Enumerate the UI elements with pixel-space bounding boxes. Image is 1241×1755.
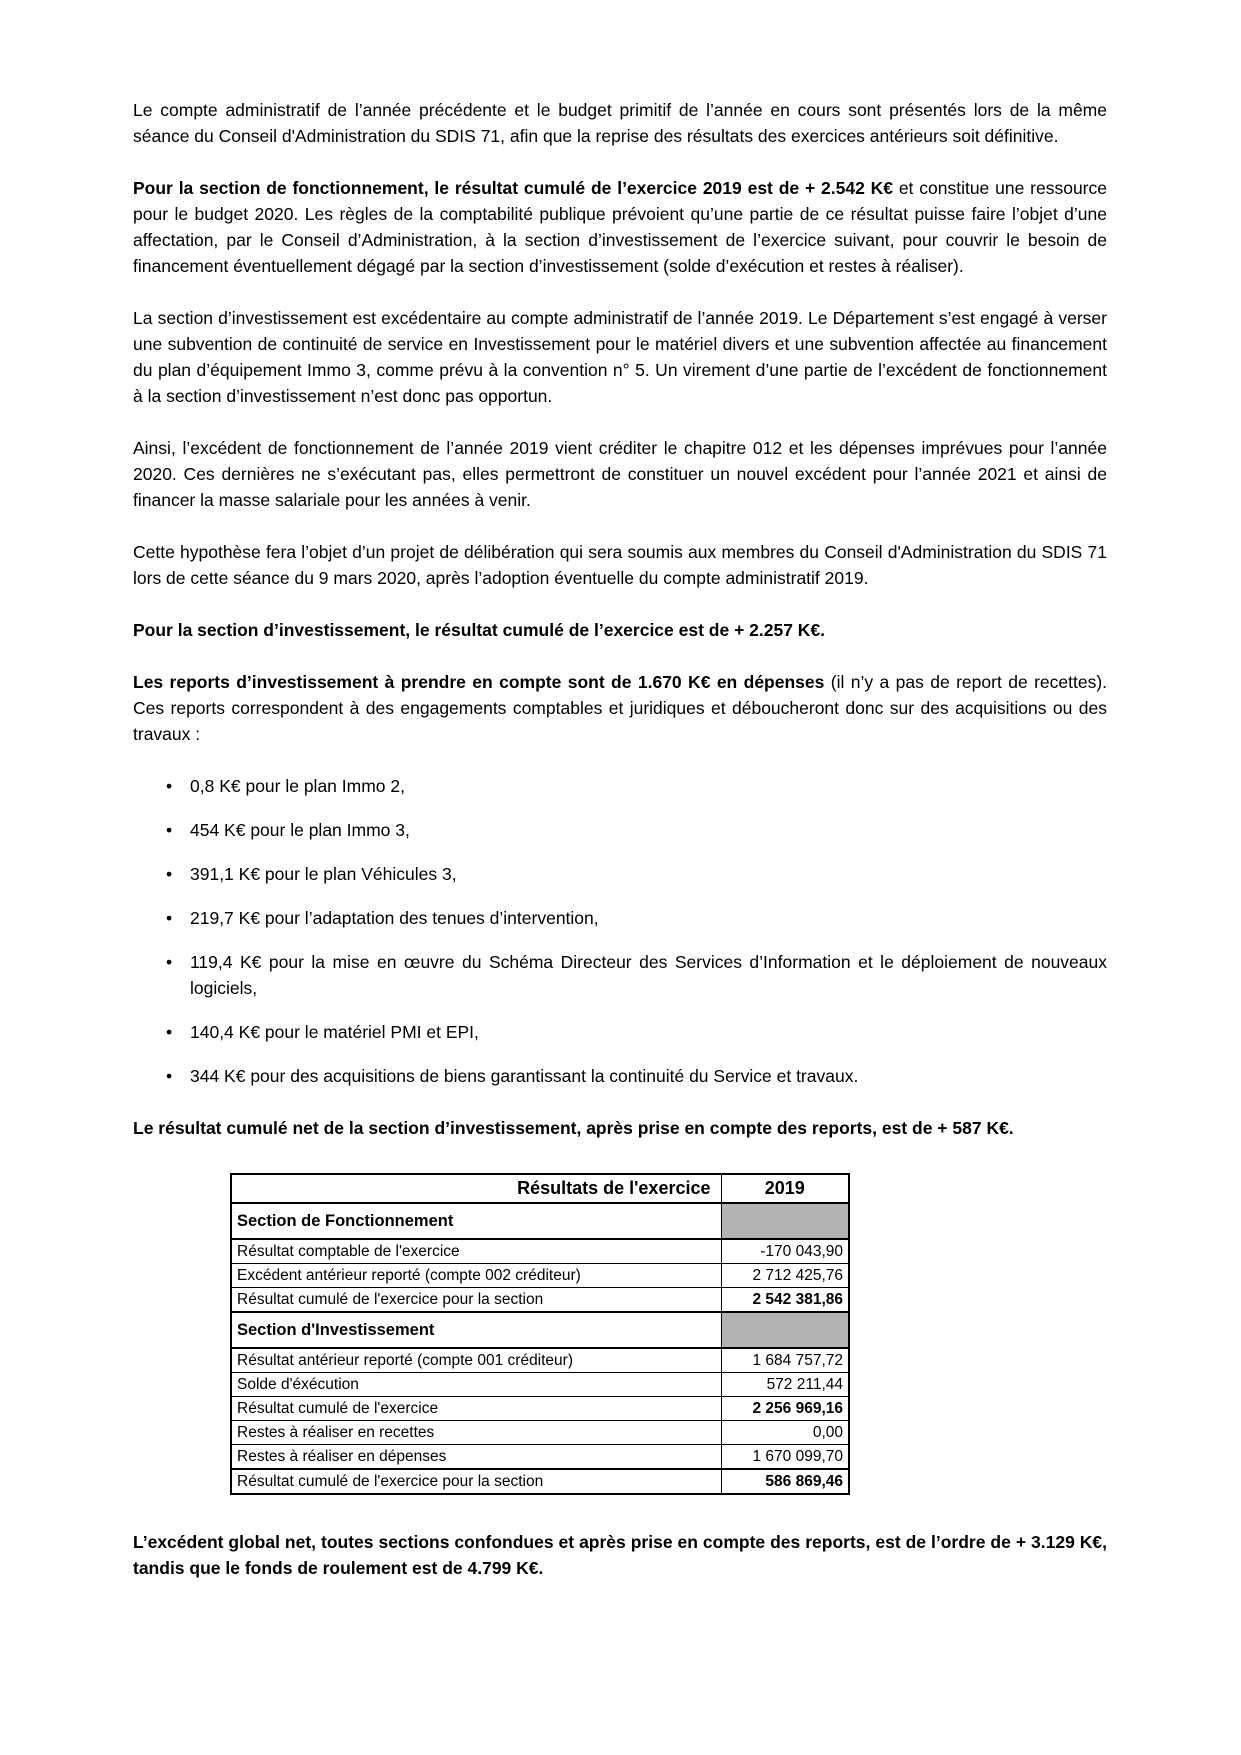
row-label: Solde d'éxécution [231, 1373, 721, 1397]
section-empty-cell [721, 1203, 849, 1239]
paragraph-hypothese [133, 539, 1107, 591]
bullet-item: • 140,4 K€ pour le matériel PMI et EPI, [190, 1019, 1107, 1045]
row-label: Résultat cumulé de l'exercice pour la section [231, 1288, 721, 1313]
row-value: 586 869,46 [721, 1469, 849, 1494]
section-label: Section de Fonctionnement [231, 1203, 721, 1239]
row-value: 1 670 099,70 [721, 1445, 849, 1470]
paragraph-bold-lead: Pour la section de fonctionnement, le résultat cumulé de l’exercice 2019 est de + 2.542 K€ [133, 178, 893, 198]
bullet-item: • 119,4 K€ pour la mise en œuvre du Schéma Directeur des Services d’Information et le déploiement de nouveaux logiciels, [190, 949, 1107, 1001]
row-label: Restes à réaliser en dépenses [231, 1445, 721, 1470]
table-row [231, 1348, 849, 1373]
results-table [230, 1173, 850, 1495]
table-row [231, 1421, 849, 1445]
row-value: 2 256 969,16 [721, 1397, 849, 1421]
row-label: Résultat comptable de l'exercice [231, 1239, 721, 1264]
row-value: 572 211,44 [721, 1373, 849, 1397]
row-label: Résultat cumulé de l'exercice pour la section [231, 1469, 721, 1494]
row-label: Résultat cumulé de l'exercice [231, 1397, 721, 1421]
table-row [231, 1397, 849, 1421]
table-row [231, 1239, 849, 1264]
paragraph-bold-lead: Les reports d’investissement à prendre en compte sont de 1.670 K€ en dépenses [133, 672, 825, 692]
results-table-container [230, 1173, 1107, 1495]
table-header-row [231, 1174, 849, 1203]
paragraph-fonctionnement [133, 175, 1107, 279]
section-label: Section d'Investissement [231, 1312, 721, 1348]
paragraph-text: Pour la section d’investissement, le résultat cumulé de l’exercice est de + 2.257 K€. [133, 620, 826, 640]
bullet-item: • 0,8 K€ pour le plan Immo 2, [190, 773, 1107, 799]
paragraph-text: Le compte administratif de l’année précédente et le budget primitif de l’année en cours sont présentés lors de la même séance du Conseil d'Administration du SDIS 71, afin que la reprise des résultats des exercices antérieurs soit définitive. [133, 100, 1107, 146]
paragraph-excedent-global [133, 1529, 1107, 1581]
paragraph-text: (il n’y a pas de report de recettes). Ces reports correspondent à des engagements comptables et juridiques et déboucheront donc sur des acquisitions ou des travaux : [133, 672, 1108, 744]
table-row [231, 1445, 849, 1470]
row-value: 1 684 757,72 [721, 1348, 849, 1373]
table-row [231, 1264, 849, 1288]
row-label: Restes à réaliser en recettes [231, 1421, 721, 1445]
paragraph-text: Ainsi, l’excédent de fonctionnement de l’année 2019 vient créditer le chapitre 012 et les dépenses imprévues pour l’année 2020. Ces dernières ne s’exécutant pas, elles permettront de constituer un nouvel excédent pour l’année 2021 et ainsi de financer la masse salariale pour les années à venir. [133, 438, 1107, 510]
paragraph-reports [133, 669, 1107, 747]
row-label: Excédent antérieur reporté (compte 002 créditeur) [231, 1264, 721, 1288]
row-value: 2 712 425,76 [721, 1264, 849, 1288]
table-title: Résultats de l'exercice [231, 1174, 721, 1203]
paragraph-intro [133, 97, 1107, 149]
bullet-item: • 391,1 K€ pour le plan Véhicules 3, [190, 861, 1107, 887]
paragraph-resultat-investissement [133, 617, 1107, 643]
paragraph-text: La section d’investissement est excédentaire au compte administratif de l’année 2019. Le Département s’est engagé à verser une subvention de continuité de service en Investissement pour le matériel divers et une subvention affectée au financement du plan d’équipement Immo 3, comme prévu à la convention n° 5. Un virement d’une partie de l’excédent de fonctionnement à la section d’investissement n’est donc pas opportun. [133, 308, 1107, 406]
paragraph-text: Cette hypothèse fera l’objet d’un projet de délibération qui sera soumis aux membres du Conseil d'Administration du SDIS 71 lors de cette séance du 9 mars 2020, après l’adoption éventuelle du compte administratif 2019. [133, 542, 1107, 588]
section-row-fonctionnement [231, 1203, 849, 1239]
row-value: 0,00 [721, 1421, 849, 1445]
bullet-list [133, 773, 1107, 1089]
bullet-item: • 219,7 K€ pour l’adaptation des tenues d’intervention, [190, 905, 1107, 931]
section-row-investissement [231, 1312, 849, 1348]
table-row [231, 1288, 849, 1313]
bullet-item: • 454 K€ pour le plan Immo 3, [190, 817, 1107, 843]
paragraph-resultat-net [133, 1115, 1107, 1141]
paragraph-text: Le résultat cumulé net de la section d’investissement, après prise en compte des reports, est de + 587 K€. [133, 1118, 1014, 1138]
table-row-total [231, 1469, 849, 1494]
table-row [231, 1373, 849, 1397]
section-empty-cell [721, 1312, 849, 1348]
bullet-item: • 344 K€ pour des acquisitions de biens garantissant la continuité du Service et travaux. [190, 1063, 1107, 1089]
paragraph-text: et constitue une ressource pour le budget 2020. Les règles de la comptabilité publique prévoient qu’une partie de ce résultat puisse faire l’objet d’une affectation, par le Conseil d’Administration, à la section d’investissement de l’exercice suivant, pour couvrir le besoin de financement éventuellement dégagé par la section d’investissement (solde d’exécution et restes à réaliser). [133, 178, 1107, 276]
row-label: Résultat antérieur reporté (compte 001 créditeur) [231, 1348, 721, 1373]
table-year-header: 2019 [721, 1174, 849, 1203]
row-value: -170 043,90 [721, 1239, 849, 1264]
paragraph-excedent-2019 [133, 435, 1107, 513]
row-value: 2 542 381,86 [721, 1288, 849, 1313]
paragraph-investissement-excedent [133, 305, 1107, 409]
paragraph-text: L’excédent global net, toutes sections confondues et après prise en compte des reports, est de l’ordre de + 3.129 K€, tandis que le fonds de roulement est de 4.799 K€. [133, 1532, 1107, 1578]
